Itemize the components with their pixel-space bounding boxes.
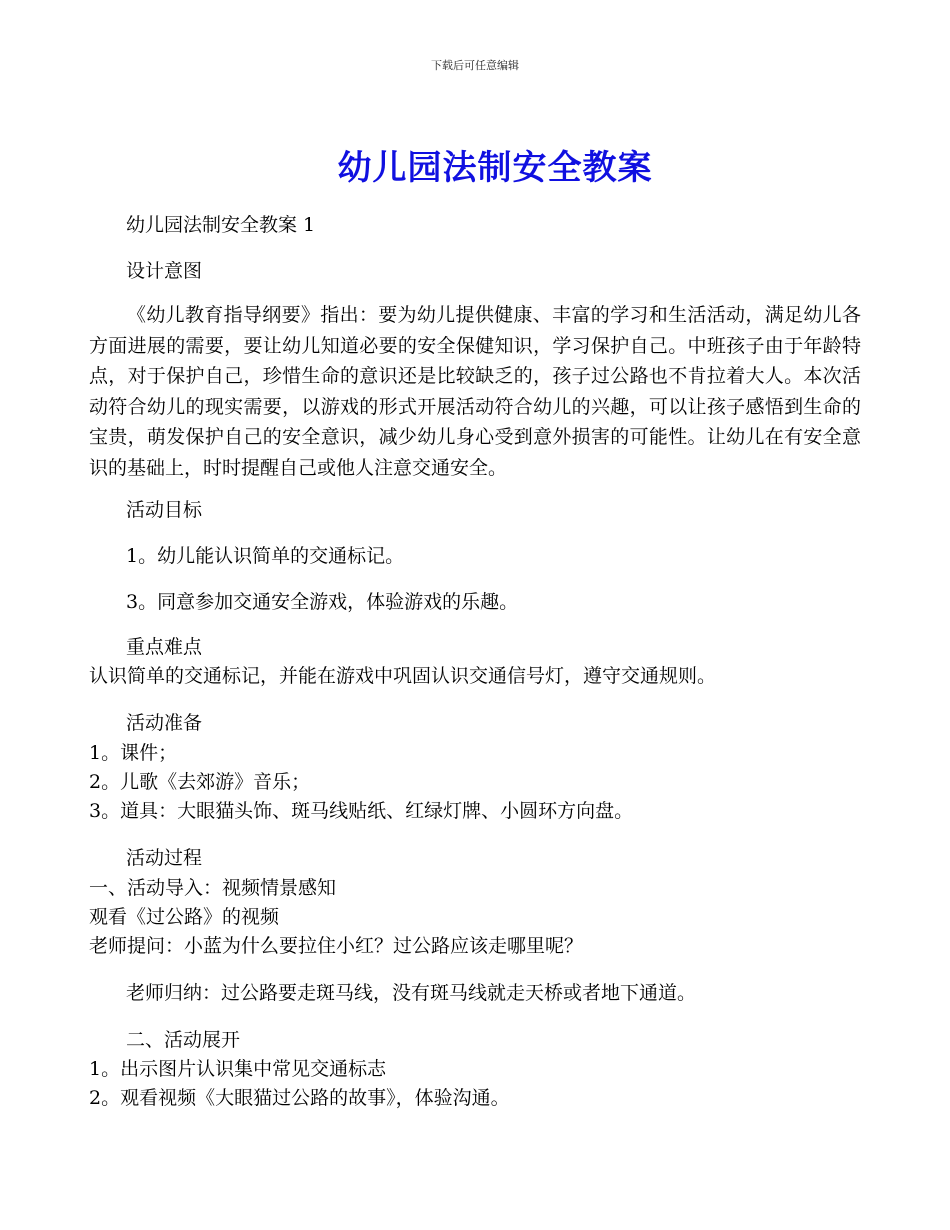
design-intent-heading: 设计意图 — [126, 260, 203, 282]
lesson-subtitle: 幼儿园法制安全教案 1 — [126, 214, 316, 236]
header-note: 下载后可任意编辑 — [431, 59, 519, 72]
design-intent-paragraph: 《幼儿教育指导纲要》指出：要为幼儿提供健康、丰富的学习和生活活动，满足幼儿各方面进展的需要，要让幼儿知道必要的安全保健知识，学习保护自己。中班孩子由于年龄特点，对于保护自己，珍惜生命的意识还是比较缺乏的，孩子过公路也不肯拉着大人。本次活动符合幼儿的现实需要，以游戏的形式开展活动符合幼儿的兴趣，可以让孩子感悟到生命的宝贵，萌发保护自己的安全意识，减少幼儿身心受到意外损害的可能性。让幼儿在有安全意识的基础上，时时提醒自己或他人注意交通安全。 — [89, 304, 861, 479]
key-points-heading: 重点难点 — [126, 636, 203, 658]
preparation-item: 2。儿歌《去郊游》音乐； — [89, 771, 311, 793]
process-section2-title: 二、活动展开 — [126, 1029, 241, 1051]
process-section2-item: 1。出示图片认识集中常见交通标志 — [89, 1058, 387, 1080]
process-section2-item: 2。观看视频《大眼猫过公路的故事》，体验沟通。 — [89, 1087, 510, 1109]
goal-item: 1。幼儿能认识简单的交通标记。 — [126, 545, 405, 567]
document-title: 幼儿园法制安全教案 — [337, 148, 653, 188]
key-points-text: 认识简单的交通标记，并能在游戏中巩固认识交通信号灯，遵守交通规则。 — [89, 665, 717, 687]
preparation-heading: 活动准备 — [126, 712, 203, 734]
process-teacher-question: 老师提问：小蓝为什么要拉住小红？过公路应该走哪里呢？ — [89, 935, 584, 957]
process-watch-video: 观看《过公路》的视频 — [89, 906, 280, 928]
preparation-item: 1。课件； — [89, 742, 178, 764]
preparation-item: 3。道具：大眼猫头饰、斑马线贴纸、红绿灯牌、小圆环方向盘。 — [89, 800, 634, 822]
process-heading: 活动过程 — [126, 847, 203, 869]
goal-item: 3。同意参加交通安全游戏，体验游戏的乐趣。 — [126, 591, 519, 613]
process-section1-title: 一、活动导入：视频情景感知 — [89, 877, 337, 899]
goals-heading: 活动目标 — [126, 499, 203, 521]
process-teacher-summary: 老师归纳：过公路要走斑马线，没有斑马线就走天桥或者地下通道。 — [126, 982, 697, 1004]
